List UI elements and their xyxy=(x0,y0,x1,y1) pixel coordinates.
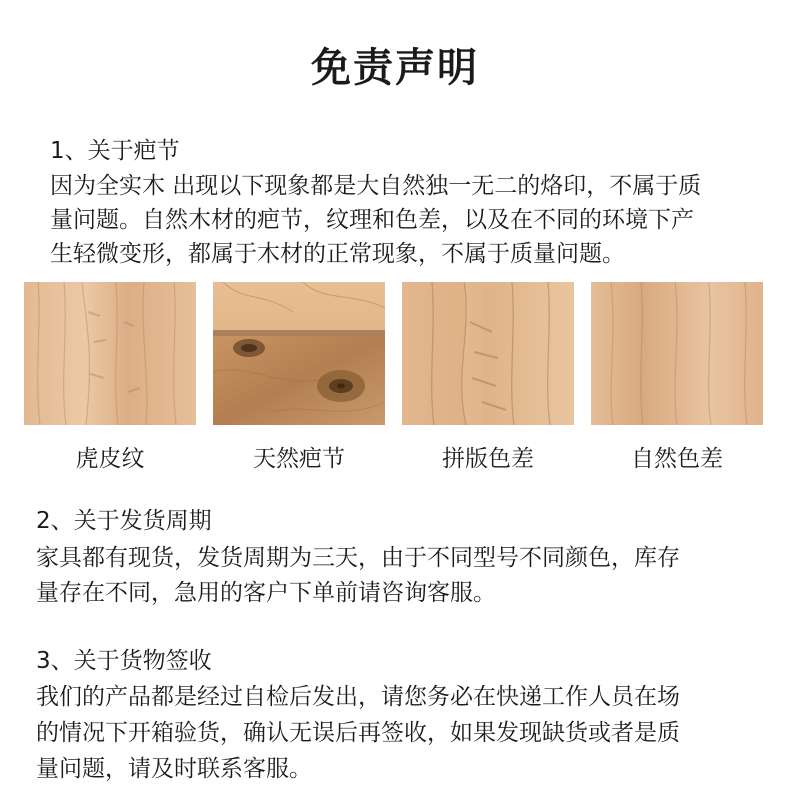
section-receipt xyxy=(36,646,766,787)
natural-color-difference-wood-photo xyxy=(591,282,763,425)
sample-caption: 自然色差 xyxy=(631,446,723,472)
tiger-stripe-wood-photo xyxy=(24,282,196,425)
section-heading: 2、关于发货周期 xyxy=(36,508,212,534)
section-line: 量问题，请及时联系客服。 xyxy=(36,756,312,782)
section-line: 量存在不同，急用的客户下单前请咨询客服。 xyxy=(36,580,496,606)
panel-color-difference-wood-photo xyxy=(402,282,574,425)
natural-knot-wood-photo xyxy=(213,282,385,425)
section-heading: 1、关于疤节 xyxy=(50,138,180,164)
sample-caption: 虎皮纹 xyxy=(75,446,145,472)
section-line: 生轻微变形，都属于木材的正常现象，不属于质量问题。 xyxy=(50,241,625,267)
section-line: 量问题。自然木材的疤节，纹理和色差，以及在不同的环境下产 xyxy=(50,207,694,233)
section-body xyxy=(36,679,766,787)
page-title: 免责声明 xyxy=(311,45,479,91)
section-line: 家具都有现货，发货周期为三天，由于不同型号不同颜色，库存 xyxy=(36,545,680,571)
section-line: 因为全实木 出现以下现象都是大自然独一无二的烙印，不属于质 xyxy=(50,173,702,199)
section-heading: 3、关于货物签收 xyxy=(36,648,212,674)
section-shipping xyxy=(36,506,766,611)
section-line: 的情况下开箱验货，确认无误后再签收，如果发现缺货或者是质 xyxy=(36,720,680,746)
section-knots xyxy=(50,136,770,271)
section-body xyxy=(36,541,766,611)
sample-caption: 天然疤节 xyxy=(253,446,345,472)
section-body xyxy=(50,169,770,271)
section-line: 我们的产品都是经过自检后发出，请您务必在快递工作人员在场 xyxy=(36,684,680,710)
sample-caption: 拼版色差 xyxy=(442,446,534,472)
